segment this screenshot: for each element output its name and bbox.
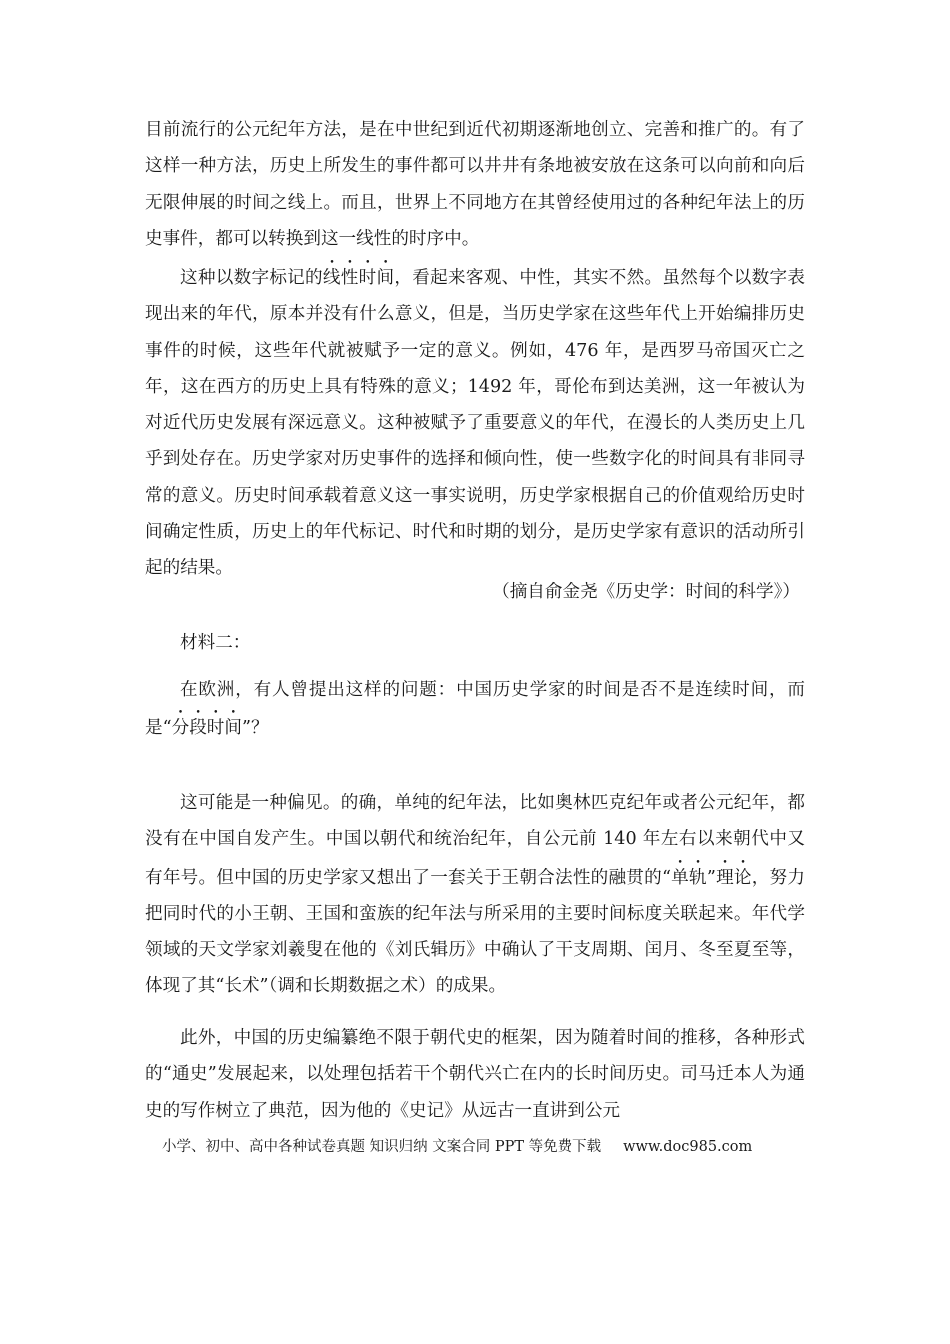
paragraph-4-quote: ” <box>706 867 716 888</box>
paragraph-4 <box>145 785 805 1005</box>
paragraph-3-start: 在欧洲，有人曾提出这样的问题：中国历史学家的时间是否不是连续时间，而是“ <box>145 680 805 739</box>
paragraph-5: 此外，中国的历史编纂绝不限于朝代史的框架，因为随着时间的推移，各种形式的“通史”发展起来，以处理包括若干个朝代兴亡在内的长时间历史。司马迁本人为通史的写作树立了典范，因为他的《史记》从远古一直讲到公元 <box>145 1028 805 1121</box>
paragraph-2-start: 这种以数字标记的 <box>180 268 323 288</box>
footer-text: 小学、初中、高中各种试卷真题 知识归纳 文案合同 PPT 等免费下载 <box>162 1139 602 1155</box>
paragraph-4-start: 这可能是一种偏见。的确，单纯的纪年法，比如奥林匹克纪年或者公元纪年，都没有在中国自发产生。中国以朝代和统治纪年，自公元前 140 年左右以来朝代中又有年号。但中国的历史学家又想出了一套关于王朝合法性的融贯的“ <box>145 793 805 888</box>
paragraph-3 <box>145 672 805 747</box>
paragraph-2-rest: ，看起来客观、中性，其实不然。虽然每个以数字表现出来的年代，原本并没有什么意义，但是，当历史学家在这些年代上开始编排历史事件的时候，这些年代就被赋予一定的意义。例如，476 年，是西罗马帝国灭亡之年，这在西方的历史上具有特殊的意义；1492 年，哥伦布到达美洲，这一年被认为对近代历史发展有深远意义。这种被赋予了重要意义的年代，在漫长的人类历史上几乎到处存在。历史学家对历史事件的选择和倾向性，使一些数字化的时间具有非同寻常的意义。历史时间承载着意义这一事实说明，历史学家根据自己的价值观给历史时间确定性质，历史上的年代标记、时代和时期的划分，是历史学家有意识的活动所引起的结果。 <box>145 268 805 579</box>
paragraph-4-rest: ，努力把同时代的小王朝、王国和蛮族的纪年法与所采用的主要时间标度关联起来。年代学领域的天文学家刘羲叟在他的《刘氏辑历》中确认了干支周期、闰月、冬至夏至等，体现了其“长术”（调和长期数据之术）的成果。 <box>145 867 805 997</box>
source-citation: （摘自俞金尧《历史学：时间的科学》） <box>492 582 800 602</box>
emphasis-single-track: 单轨 <box>670 867 707 888</box>
footer-url[interactable]: www.doc985.com <box>623 1139 753 1155</box>
material-two-label: 材料二： <box>180 633 251 653</box>
paragraph-3-end: ”？ <box>241 718 269 739</box>
emphasis-linear-time: 线性时间 <box>322 268 395 288</box>
emphasis-theory: 理论 <box>715 867 752 888</box>
paragraph-1: 目前流行的公元纪年方法，是在中世纪到近代初期逐渐地创立、完善和推广的。有了这样一种方法，历史上所发生的事件都可以井井有条地被安放在这条可以向前和向后无限伸展的时间之线上。而且，世界上不同地方在其曾经使用过的各种纪年法上的历史事件，都可以转换到这一线性的时序中。 <box>145 120 805 249</box>
emphasis-segmented-time: 分段时间 <box>171 718 242 739</box>
paragraph-2 <box>145 258 805 587</box>
page-footer <box>162 1135 802 1159</box>
